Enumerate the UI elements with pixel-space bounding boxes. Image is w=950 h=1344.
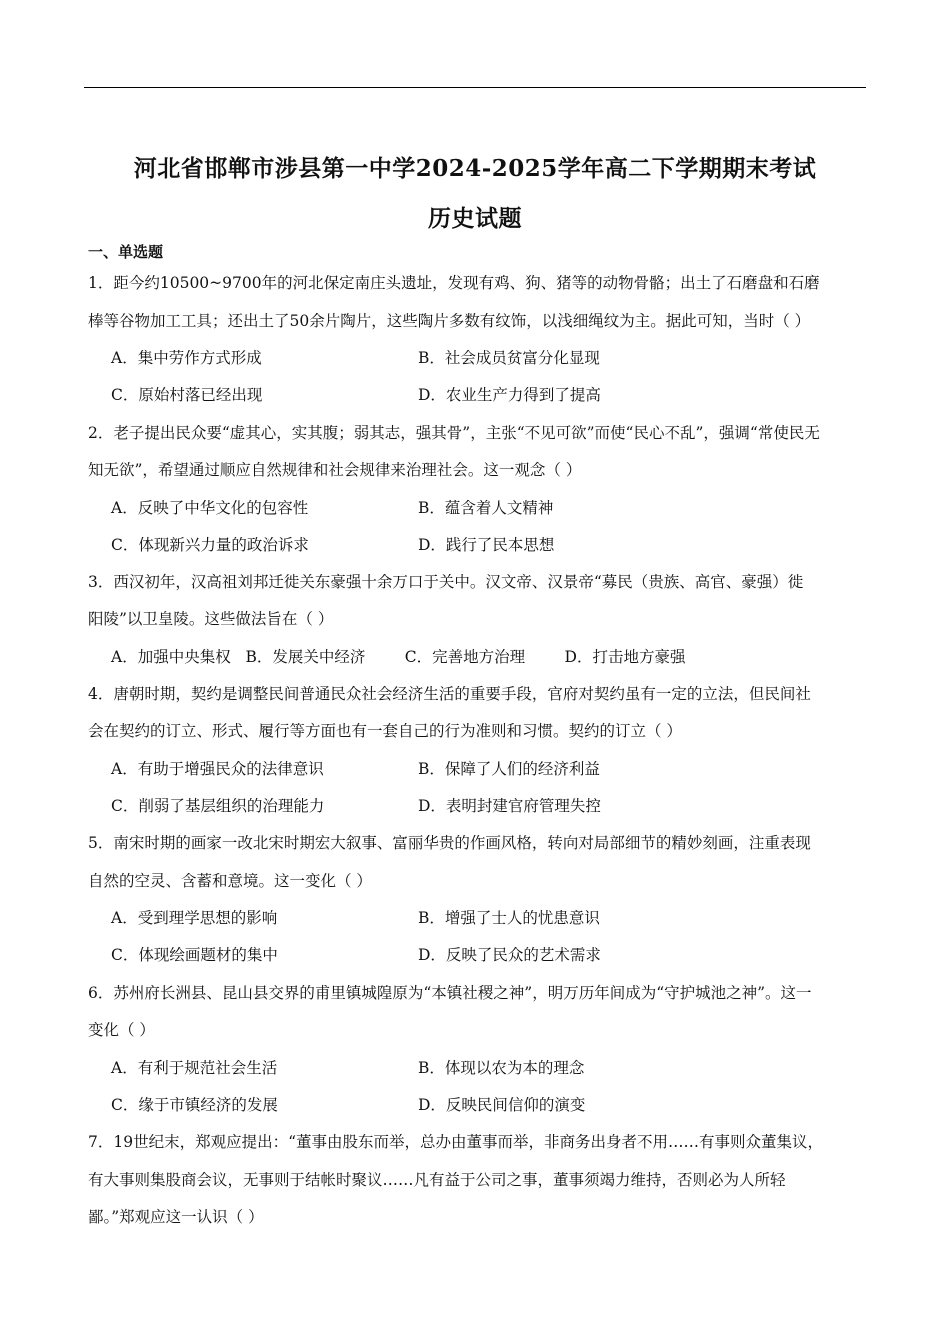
question-6-line-1: 6．苏州府长洲县、昆山县交界的甫里镇城隍原为“本镇社稷之神”，明万历年间成为“守护城池之神”。这一 [88,984,812,1002]
question-2-option-d: D．践行了民本思想 [418,536,555,554]
question-4-option-c: C．削弱了基层组织的治理能力 [111,797,325,815]
question-4-line-2: 会在契约的订立、形式、履行等方面也有一套自己的行为准则和习惯。契约的订立（ ） [88,722,682,740]
question-1-line-2: 棒等谷物加工工具；还出土了50余片陶片，这些陶片多数有纹饰，以浅细绳纹为主。据此可知，当时（ ） [88,312,811,330]
question-1-line-1: 1．距今约10500~9700年的河北保定南庄头遗址，发现有鸡、狗、猪等的动物骨骼；出土了石磨盘和石磨 [88,274,820,292]
question-2-line-1: 2．老子提出民众要“虚其心，实其腹；弱其志，强其骨”，主张“不见可欲”而使“民心不乱”，强调“常使民无 [88,424,820,442]
question-3-line-1: 3．西汉初年，汉高祖刘邦迁徙关东豪强十余万口于关中。汉文帝、汉景帝“募民（贵族、高官、豪强）徙 [88,573,804,591]
question-1-option-b: B．社会成员贫富分化显现 [418,349,600,367]
question-6-option-c: C．缘于市镇经济的发展 [111,1096,278,1114]
question-7-line-1: 7．19世纪末，郑观应提出：“董事由股东而举，总办由董事而举，非商务出身者不用……有事则众董集议， [88,1133,824,1151]
question-7-line-2: 有大事则集股商会议，无事则于结帐时聚议……凡有益于公司之事，董事须竭力维持，否则必为人所轻 [88,1171,786,1189]
question-5-option-d: D．反映了民众的艺术需求 [418,946,601,964]
question-4-option-b: B．保障了人们的经济利益 [418,760,600,778]
question-5-line-1: 5．南宋时期的画家一改北宋时期宏大叙事、富丽华贵的作画风格，转向对局部细节的精妙刻画，注重表现 [88,834,811,852]
question-7-line-3: 鄙。”郑观应这一认识（ ） [88,1208,264,1226]
question-6-option-a: A．有利于规范社会生活 [111,1059,278,1077]
question-5-option-a: A．受到理学思想的影响 [111,909,278,927]
question-5-option-c: C．体现绘画题材的集中 [111,946,278,964]
question-2-line-2: 知无欲”，希望通过顺应自然规律和社会规律来治理社会。这一观念（ ） [88,461,582,479]
question-2-option-a: A．反映了中华文化的包容性 [111,499,309,517]
question-1-option-d: D．农业生产力得到了提高 [418,386,601,404]
question-3-line-2: 阳陵”以卫皇陵。这些做法旨在（ ） [88,610,334,628]
question-5-line-2: 自然的空灵、含蓄和意境。这一变化（ ） [88,872,372,890]
section-heading: 一、单选题 [88,243,164,261]
question-6-option-b: B．体现以农为本的理念 [418,1059,585,1077]
question-4-line-1: 4．唐朝时期，契约是调整民间普通民众社会经济生活的重要手段，官府对契约虽有一定的立法，但民间社 [88,685,811,703]
question-6-line-2: 变化（ ） [88,1021,155,1039]
question-1-option-a: A．集中劳作方式形成 [111,349,262,367]
header-rule [84,87,866,88]
question-1-option-c: C．原始村落已经出现 [111,386,263,404]
question-2-option-b: B．蕴含着人文精神 [418,499,554,517]
question-4-option-d: D．表明封建官府管理失控 [418,797,601,815]
question-2-option-c: C．体现新兴力量的政治诉求 [111,536,309,554]
question-6-option-d: D．反映民间信仰的演变 [418,1096,586,1114]
question-4-option-a: A．有助于增强民众的法律意识 [111,760,324,778]
exam-title: 河北省邯郸市涉县第一中学2024-2025学年高二下学期期末考试 [133,155,817,182]
question-5-option-b: B．增强了士人的忧患意识 [418,909,600,927]
question-3-options: A．加强中央集权 B．发展关中经济 C．完善地方治理 D．打击地方豪强 [111,648,686,666]
exam-subtitle: 历史试题 [428,205,522,232]
